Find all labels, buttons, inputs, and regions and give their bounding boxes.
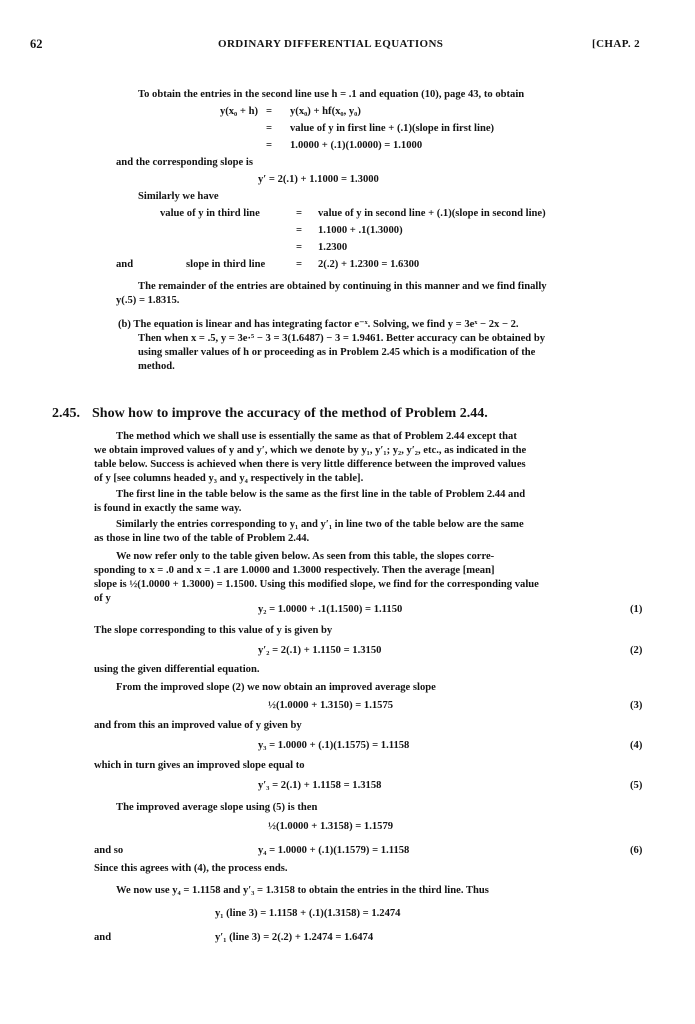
third-line-sentence: We now use y₄ = 1.1158 and y′₃ = 1.3158 to obtain the entries in the third line. Thus	[116, 885, 489, 896]
val-equals-3: =	[296, 242, 303, 253]
equation-3: ½(1.0000 + 1.3150) = 1.1575	[268, 700, 394, 711]
remainder-line-1: The remainder of the entries are obtained by continuing in this manner and we find finally	[138, 281, 547, 292]
equation-7: y₁ (line 3) = 1.1158 + (.1)(1.3158) = 1.2474	[215, 908, 401, 919]
eq1c-rhs: 1.0000 + (.1)(1.0000) = 1.1000	[290, 140, 423, 151]
improved-slope-equal-sentence: which in turn gives an improved slope equal to	[94, 760, 305, 771]
intro-line: To obtain the entries in the second line use h = .1 and equation (10), page 43, to obtain	[138, 89, 525, 100]
and-word: and	[116, 259, 134, 270]
remainder-line-2: y(.5) = 1.8315.	[116, 295, 180, 306]
para1-line4: of y [see columns headed y₃ and y₄ respectively in the table].	[94, 473, 364, 484]
slope-intro: and the corresponding slope is	[116, 157, 253, 168]
equation-3-tag: (3)	[630, 700, 643, 711]
diff-eq-sentence: using the given differential equation.	[94, 664, 260, 675]
value-third-rhs1: value of y in second line + (.1)(slope in second line)	[318, 208, 546, 219]
page-number: 62	[30, 37, 43, 51]
para2-line1: The first line in the table below is the same as the first line in the table of Problem 2.44 and	[116, 489, 526, 500]
equation-8: y′₁ (line 3) = 2(.2) + 1.2474 = 1.6474	[215, 932, 374, 943]
para4-line3: slope is ½(1.0000 + 1.3000) = 1.1500. Using this modified slope, we find for the corresponding value	[94, 579, 539, 590]
value-third-rhs2: 1.1000 + .1(1.3000)	[318, 225, 403, 236]
para4-line1: We now refer only to the table given below. As seen from this table, the slopes corre-	[116, 551, 495, 562]
part-b-line-1: (b) The equation is linear and has integrating factor e⁻ˣ. Solving, we find y = 3eˣ − 2x − 2.	[118, 319, 519, 330]
val-equals-1: =	[296, 208, 303, 219]
part-b-line-2: Then when x = .5, y = 3e·⁵ − 3 = 3(1.6487) − 3 = 1.9461. Better accuracy can be obtained by	[138, 333, 546, 344]
equation-5: y′₃ = 2(.1) + 1.1158 = 1.3158	[258, 780, 382, 791]
equation-1-tag: (1)	[630, 604, 643, 615]
problem-number: 2.45.	[52, 406, 80, 421]
equation-1: y₂ = 1.0000 + .1(1.1500) = 1.1150	[258, 604, 403, 615]
para3-line2: as those in line two of the table of Problem 2.44.	[94, 533, 310, 544]
equation-4-tag: (4)	[630, 740, 643, 751]
slope-third-rhs: 2(.2) + 1.2300 = 1.6300	[318, 259, 420, 270]
eq1-equals: =	[266, 106, 273, 117]
para1-line1: The method which we shall use is essentially the same as that of Problem 2.44 except that	[116, 431, 517, 442]
and-final: and	[94, 932, 112, 943]
para3-line1: Similarly the entries corresponding to y₁ and y′₁ in line two of the table below are the same	[116, 519, 524, 530]
val-equals-2: =	[296, 225, 303, 236]
equation-2: y′₂ = 2(.1) + 1.1150 = 1.3150	[258, 645, 382, 656]
process-ends-sentence: Since this agrees with (4), the process ends.	[94, 863, 288, 874]
slope-sentence: The slope corresponding to this value of y is given by	[94, 625, 333, 636]
chapter-label: [CHAP. 2	[592, 38, 641, 50]
slope3-equals: =	[296, 259, 303, 270]
equation-5-tag: (5)	[630, 780, 643, 791]
para4-line2: sponding to x = .0 and x = .1 are 1.0000 and 1.3000 respectively. Then the average [mean]	[94, 565, 495, 576]
problem-title: Show how to improve the accuracy of the method of Problem 2.44.	[92, 406, 488, 421]
slope-third-label: slope in third line	[186, 259, 266, 270]
eq1-lhs: y(x₀ + h)	[219, 106, 258, 117]
eq1b-rhs: value of y in first line + (.1)(slope in first line)	[290, 123, 495, 134]
eq1-rhs: y(x₀) + hf(x₀, y₀)	[290, 106, 361, 117]
equation-4: y₃ = 1.0000 + (.1)(1.1575) = 1.1158	[258, 740, 410, 751]
and-so: and so	[94, 845, 124, 856]
equation-6a: ½(1.0000 + 1.3158) = 1.1579	[268, 821, 394, 832]
improved-value-sentence: and from this an improved value of y given by	[94, 720, 302, 731]
part-b-line-4: method.	[138, 361, 175, 372]
eq1c-equals: =	[266, 140, 273, 151]
running-title: ORDINARY DIFFERENTIAL EQUATIONS	[218, 38, 444, 50]
eq1b-equals: =	[266, 123, 273, 134]
para1-line3: table below. Success is achieved when there is very little difference between the improved values	[94, 459, 526, 470]
para4-line4: of y	[94, 593, 111, 604]
para1-line2: we obtain improved values of y and y′, which we denote by y₁, y′₁; y₂, y′₂, etc., as indicated in the	[94, 445, 527, 456]
slope-equation: y′ = 2(.1) + 1.1000 = 1.3000	[258, 174, 379, 185]
equation-2-tag: (2)	[630, 645, 643, 656]
equation-6-tag: (6)	[630, 845, 643, 856]
improved-average-sentence: The improved average slope using (5) is then	[116, 802, 318, 813]
value-third-label: value of y in third line	[160, 208, 260, 219]
equation-6: y₄ = 1.0000 + (.1)(1.1579) = 1.1158	[258, 845, 410, 856]
para2-line2: is found in exactly the same way.	[94, 503, 242, 514]
value-third-rhs3: 1.2300	[318, 242, 348, 253]
similarly-line: Similarly we have	[138, 191, 219, 202]
improved-slope-sentence: From the improved slope (2) we now obtain an improved average slope	[116, 682, 436, 693]
part-b-line-3: using smaller values of h or proceeding as in Problem 2.45 which is a modification of the	[138, 347, 536, 358]
